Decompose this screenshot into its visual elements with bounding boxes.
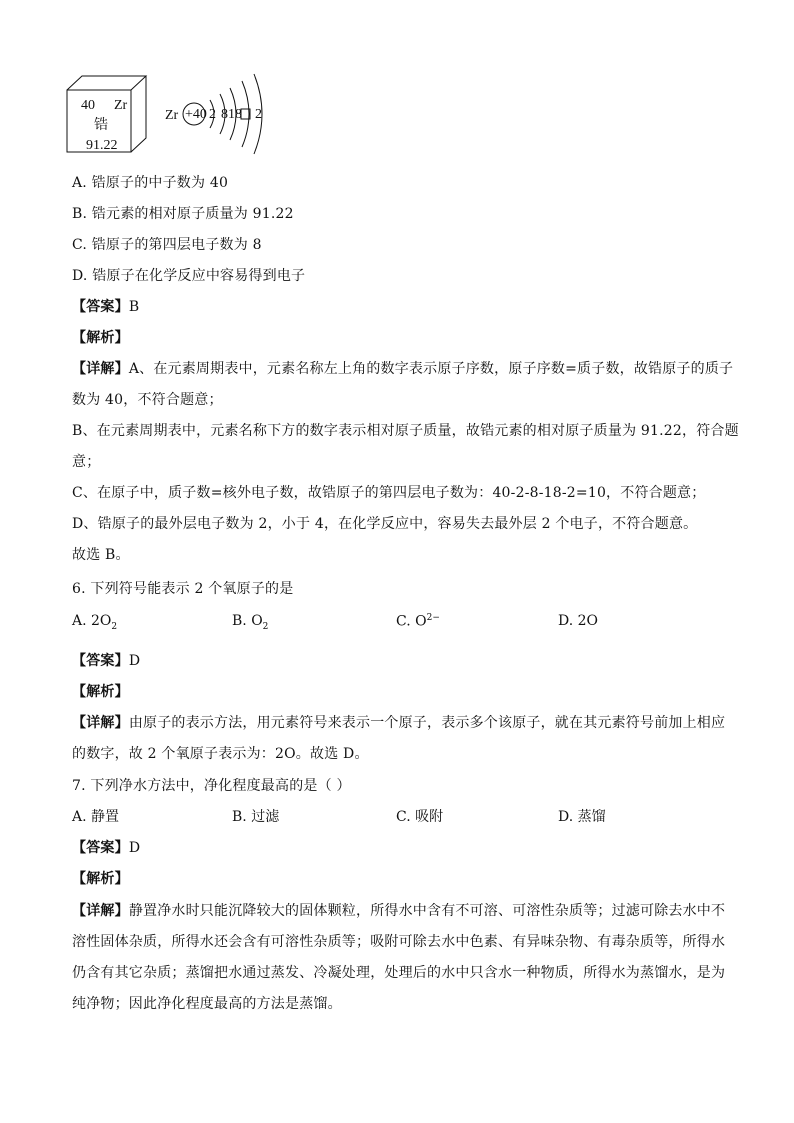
q5-detail-line: 故选 B。 — [72, 547, 130, 563]
nucleus-charge: +40 — [185, 107, 207, 122]
q6-answer-row — [72, 650, 140, 670]
answer-value: D — [128, 840, 141, 856]
q7-option-c: C. 吸附 — [396, 809, 444, 825]
q6-detail-line: 的数字，故 2 个氧原子表示为：2O。故选 D。 — [72, 746, 369, 762]
q5-option-c: C. 锆原子的第四层电子数为 8 — [72, 237, 262, 253]
tile-atomic-mass: 91.22 — [86, 138, 118, 153]
q5-answer-row — [72, 296, 139, 316]
q7-option-a: A. 静置 — [72, 809, 120, 825]
shell-3-count: 18 — [228, 107, 242, 122]
detail-text: A、在元素周期表中，元素名称左上角的数字表示原子序数，原子序数=质子数，故锆原子的质子 — [128, 361, 734, 377]
q6-option-d: D. 2O — [558, 613, 599, 629]
q5-detail-line: 意； — [72, 454, 101, 470]
analysis-label: 【解析】 — [72, 330, 129, 346]
analysis-label: 【解析】 — [72, 871, 129, 887]
zirconium-figure — [60, 66, 280, 166]
q7-detail-line: 仍含有其它杂质；蒸馏把水通过蒸发、冷凝处理，处理后的水中只含水一种物质，所得水为蒸馏水，是为 — [72, 965, 726, 981]
q7-option-d: D. 蒸馏 — [558, 809, 606, 825]
detail-label: 【详解】 — [72, 361, 129, 377]
q6-detail-line — [72, 712, 725, 732]
q6-option-b: B. $O_2$ — [232, 613, 269, 632]
q6-stem: 6. 下列符号能表示 2 个氧原子的是 — [72, 581, 294, 597]
q5-detail-line — [72, 358, 733, 378]
tile-atomic-number: 40 — [81, 98, 95, 113]
q5-option-b: B. 锆元素的相对原子质量为 91.22 — [72, 206, 294, 222]
q6-option-c: C. $O^{2-}$ — [396, 613, 440, 630]
q5-detail-line: C、在原子中，质子数=核外电子数，故锆原子的第四层电子数为：40-2-8-18-2=10，不符合题意； — [72, 485, 706, 501]
detail-text: 静置净水时只能沉降较大的固体颗粒，所得水中含有不可溶、可溶性杂质等；过滤可除去水中不 — [128, 903, 726, 919]
q7-answer-row — [72, 837, 140, 857]
q5-detail-line: B、在元素周期表中，元素名称下方的数字表示相对原子质量，故锆元素的相对原子质量为 91.22，符合题 — [72, 423, 739, 439]
answer-label: 【答案】 — [72, 653, 129, 669]
tile-element-name: 锆 — [94, 118, 108, 133]
answer-label: 【答案】 — [72, 299, 129, 315]
q7-option-b: B. 过滤 — [232, 809, 280, 825]
q7-detail-line: 溶性固体杂质，所得水还会含有可溶性杂质等；吸附可除去水中色素、有异味杂物、有毒杂质等，所得水 — [72, 934, 726, 950]
answer-value: B — [128, 299, 140, 315]
q6-option-a: A. $2O_2$ — [72, 613, 118, 632]
shell-2-count: 8 — [221, 107, 228, 122]
shell-5-count: 2 — [255, 107, 262, 122]
detail-label: 【详解】 — [72, 903, 129, 919]
q5-option-a: A. 锆原子的中子数为 40 — [72, 175, 229, 191]
answer-label: 【答案】 — [72, 840, 129, 856]
q7-stem: 7. 下列净水方法中，净化程度最高的是（ ） — [72, 778, 351, 794]
analysis-label: 【解析】 — [72, 684, 129, 700]
q5-detail-line: 数为 40，不符合题意； — [72, 392, 223, 408]
q5-detail-line: D、锆原子的最外层电子数为 2，小于 4，在化学反应中，容易失去最外层 2 个电子，不符合题意。 — [72, 516, 698, 532]
q7-detail-line — [72, 900, 725, 920]
shell-1-count: 2 — [209, 107, 216, 122]
detail-label: 【详解】 — [72, 715, 129, 731]
detail-text: 由原子的表示方法，用元素符号来表示一个原子，表示多个该原子，就在其元素符号前加上相应 — [128, 715, 726, 731]
tile-symbol: Zr — [114, 98, 128, 113]
q5-option-d: D. 锆原子在化学反应中容易得到电子 — [72, 268, 306, 284]
answer-value: D — [128, 653, 141, 669]
q7-detail-line: 纯净物；因此净化程度最高的方法是蒸馏。 — [72, 996, 342, 1012]
atom-symbol: Zr — [165, 108, 179, 123]
